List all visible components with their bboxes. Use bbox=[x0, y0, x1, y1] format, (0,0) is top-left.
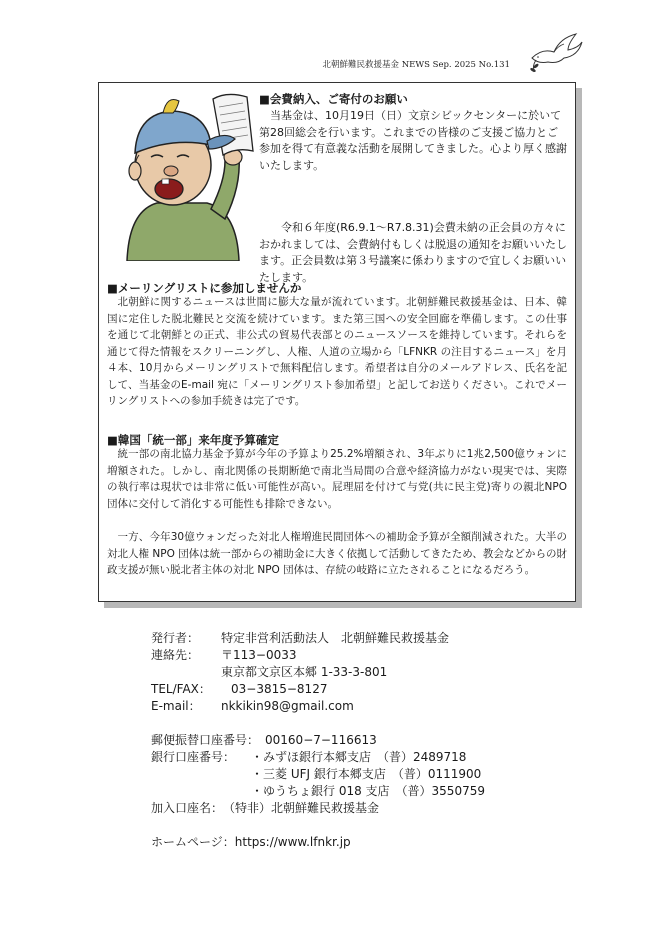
homepage-label: ホームページ： bbox=[151, 835, 235, 849]
newspaper-boy-illustration bbox=[107, 91, 255, 261]
postal-account-label: 郵便振替口座番号： bbox=[151, 733, 260, 747]
address: 東京都文京区本郷 1-33-3-801 bbox=[221, 665, 388, 679]
section-title-membership-fee: ■会費納入、ご寄付のお願い bbox=[259, 92, 408, 106]
paragraph-budget-increase: 統一部の南北協力基金予算が今年の予算より25.2%増額され、3年ぶりに1兆2,500億ウォンに増額された。しかし、南北関係の長期断絶で南北当局間の合意や経済協力がない現実では、実際の執行率は現状では非常に低い可能性が高い。屁理屈を付けて与党(共に民主党)寄りの親北NPO団体に交付して消化する可能性も排除できない。 bbox=[107, 448, 567, 510]
paragraph-general-meeting: 当基金は、10月19日（日）文京シビックセンターに於いて第28回総会を行います。これまでの皆様のご支援ご協力とご参加を得て有意義な活動を展開してきました。心より厚く感謝いたします。 bbox=[259, 109, 567, 172]
bank-account-label: 銀行口座番号： bbox=[151, 750, 236, 764]
bank-account-mufg: ・三菱 UFJ 銀行本郷支店 （普）0111900 bbox=[251, 767, 482, 781]
contact-label: 連絡先： bbox=[151, 648, 200, 662]
postal-account-value: 00160−7−116613 bbox=[265, 733, 377, 747]
account-name-label: 加入口座名： bbox=[151, 801, 224, 815]
tel-label: TEL/FAX： bbox=[151, 682, 211, 696]
dove-olive-branch-icon bbox=[524, 28, 584, 76]
bank-account-yucho: ・ゆうちょ銀行 018 支店 （普）3550759 bbox=[251, 784, 485, 798]
publisher-info bbox=[151, 630, 571, 851]
paragraph-mailing-list: 北朝鮮に関するニュースは世間に膨大な量が流れています。北朝鮮難民救援基金は、日本、韓国に定住した脱北難民と交流を続けています。また第三国への安全回廊を準備します。この仕事を通じて北朝鮮との正式、非公式の貿易代表部とのニュースソースを維持しています。それらを通じて得た情報をスクリーニングし、人権、人道の立場から「LFNKR の注目するニュース」を月４本、10月からメーリングリストで無料配信します。希望者は自分のメールアドレス、氏名を記して、当基金のE-mail 宛に「メーリングリスト参加希望」と記してお送りください。これでメーリングリストへの参加手続きは完了です。 bbox=[107, 296, 567, 407]
section-title-unification-budget: ■韓国「統一部」来年度予算確定 bbox=[107, 433, 279, 447]
article-frame bbox=[98, 82, 576, 602]
publisher-label: 発行者： bbox=[151, 631, 200, 645]
email-label: E-mail： bbox=[151, 699, 201, 713]
paragraph-unpaid-fees: 令和６年度(R6.9.1～R7.8.31)会費未納の正会員の方々におかれましては、会費納付もしくは脱退の通知をお願いいたします。正会員数は第３号議案に係わりますので宜しくお願いいたします。 bbox=[259, 221, 567, 284]
postal-code: 〒113−0033 bbox=[221, 648, 297, 662]
email-link[interactable]: nkkikin98@gmail.com bbox=[221, 699, 354, 713]
bank-account-mizuho: ・みずほ銀行本郷支店 （普）2489718 bbox=[251, 750, 467, 764]
tel-value: 03−3815−8127 bbox=[231, 682, 328, 696]
homepage-link[interactable]: https://www.lfnkr.jp bbox=[234, 835, 351, 849]
paragraph-budget-cut: 一方、今年30億ウォンだった対北人権増進民間団体への補助金予算が全額削減された。大半の対北人権 NPO 団体は統一部からの補助金に大きく依拠して活動してきたため、教会などからの財政支援が無い脱北者主体の対北 NPO 団体は、存続の岐路に立たされることになるだろう。 bbox=[107, 531, 567, 576]
newsletter-header: 北朝鮮難民救援基金 NEWS Sep. 2025 No.131 bbox=[322, 60, 510, 70]
publisher-value: 特定非営利活動法人 北朝鮮難民救援基金 bbox=[221, 631, 450, 645]
section-title-mailing-list: ■メーリングリストに参加しませんか bbox=[107, 281, 302, 295]
account-name-value: （特非）北朝鮮難民救援基金 bbox=[223, 801, 380, 815]
